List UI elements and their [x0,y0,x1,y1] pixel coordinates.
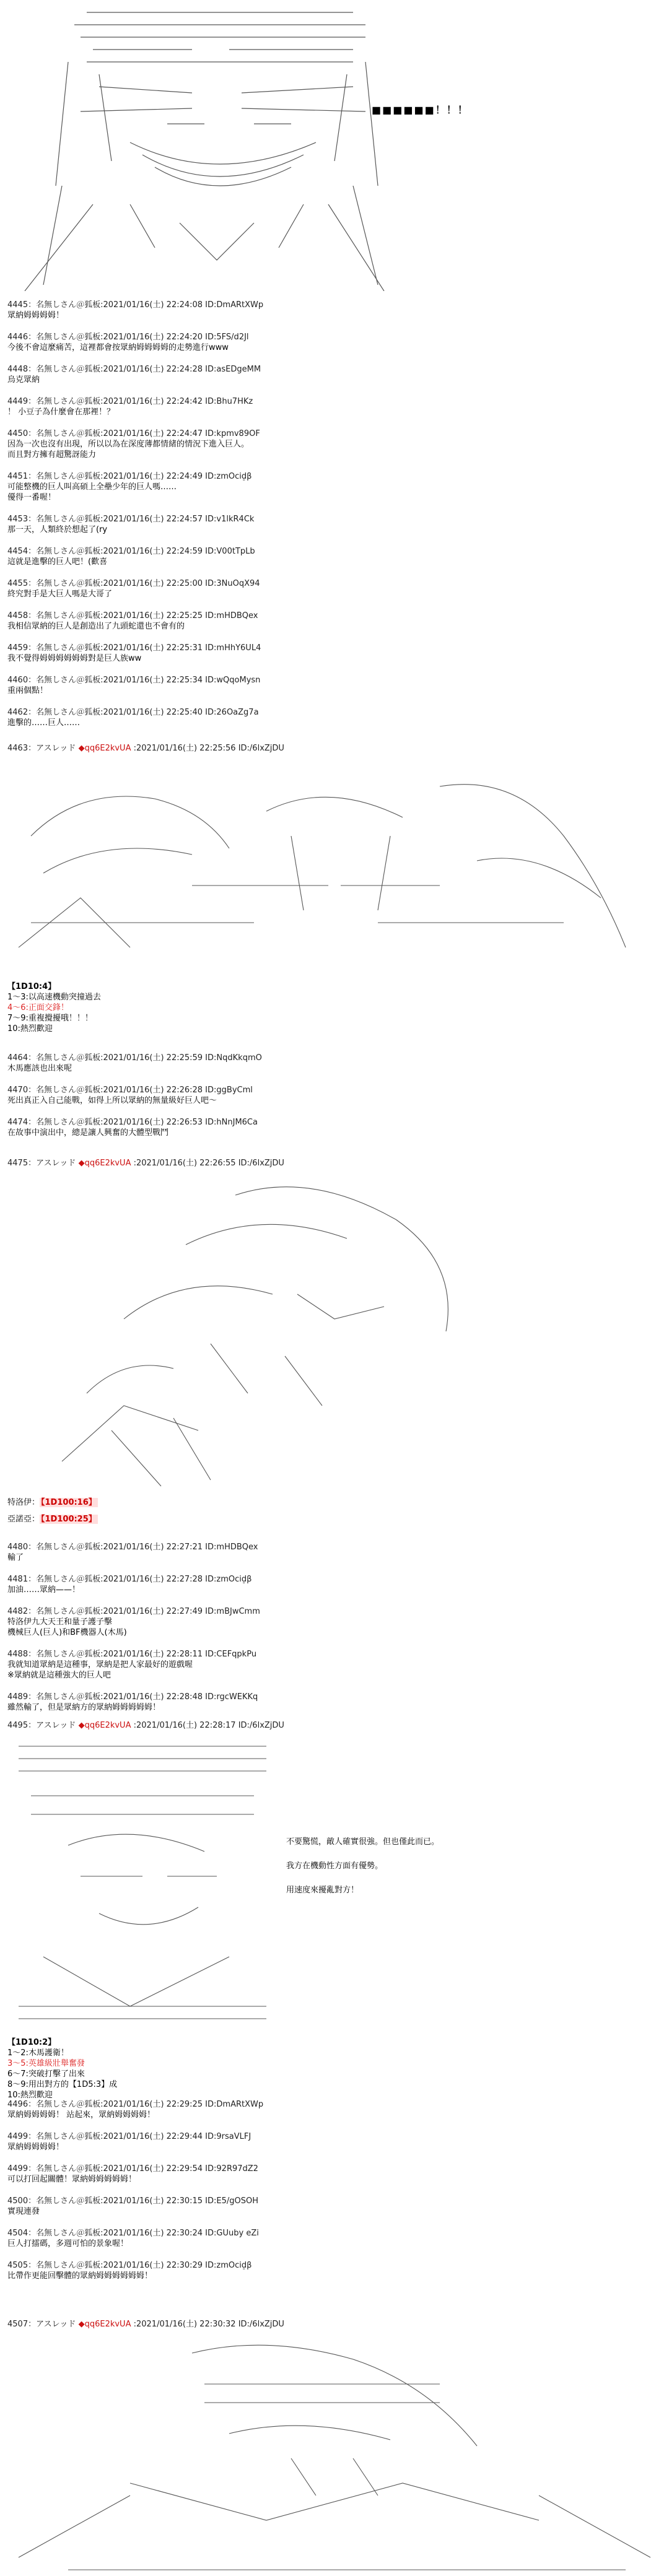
vote-option: 6～7:突破打擊了出來 [7,2069,85,2079]
post-header: 4453：名無しさん＠狐板:2021/01/16(土) 22:24:57 ID:v1lkR4Ck [7,515,255,524]
vote-option: 4～6:正面交鋒！ [7,1003,69,1012]
post-body: 我就知道眾納是這種事，眾納是把人家最好的遊戲喔 ※眾納就是這種強大的巨人吧 [7,1660,193,1680]
anchor-meta: :2021/01/16(土) 22:30:32 ID:/6lxZjDU [131,2320,284,2329]
speech-line: 用速度來擾亂對方！ [286,1886,359,1895]
post-header: 4449：名無しさん＠狐板:2021/01/16(土) 22:24:42 ID:Bhu7HKz [7,397,253,406]
post-header: 4455：名無しさん＠狐板:2021/01/16(土) 22:25:00 ID:3NuOqX94 [7,579,260,588]
anchor-post-2 [7,1158,284,1168]
dice-value: 【1D100:16】 [41,1498,97,1507]
post [7,707,259,728]
ascii-art-robot-lines [50,1170,471,1492]
post-body: 可能整機的巨人叫高碩上全壘少年的巨人嗎…… 優得一番喔！ [7,482,177,502]
speech-line: 不要驚慌，敵人確實很強。但也僅此而已。 [286,1837,440,1847]
post [7,364,261,385]
post-body: 巨人打擂碼，多週可怕的景象喔！ [7,2239,129,2248]
post-header: 4480：名無しさん＠狐板:2021/01/16(土) 22:27:21 ID:mHDBQex [7,1543,258,1552]
post [7,546,255,567]
post-header: 4462：名無しさん＠狐板:2021/01/16(土) 22:25:40 ID:26OaZg7a [7,708,259,717]
post-header: 4454：名無しさん＠狐板:2021/01/16(土) 22:24:59 ID:V00tTpLb [7,547,255,556]
anchor-post-3 [7,1720,284,1731]
post-body: 特洛伊九大天王和量子護子擊 機械巨人(巨人)和BF機器人(木馬) [7,1617,127,1637]
ascii-art-bottom-lines [6,2334,663,2573]
vote-option: 3～5:英雄級壯舉奮發 [7,2059,85,2068]
post-header: 4496：名無しさん＠狐板:2021/01/16(土) 22:29:25 ID:DmARtXWp [7,2100,264,2109]
post-header: 4448：名無しさん＠狐板:2021/01/16(土) 22:24:28 ID:asEDgeMM [7,365,261,374]
post [7,1085,253,1106]
vote-option: 7～9:重複攪擾哦！！！ [7,1014,93,1023]
post-body: 眾納姆姆姆姆！ [7,2143,64,2152]
anchor-header: 4475：アスレッド [7,1159,79,1168]
post-body: 輸了 [7,1553,24,1562]
vote-title: 【1D10:4】 [7,982,56,991]
post-body: 我相信眾納的巨人是創造出了九頭蛇還也不會有的 [7,622,185,631]
post [7,643,261,664]
post-body: 進擊的……巨人…… [7,718,81,728]
post [7,332,249,353]
vote-block-3 [7,2037,117,2100]
post [7,1692,258,1713]
post-body: ！ 小豆子為什麼會在那裡！？ [7,407,115,417]
post-header: 4481：名無しさん＠狐板:2021/01/16(土) 22:27:28 ID:zmOcid̠β [7,1575,252,1584]
ascii-art-face-lines [6,0,403,291]
ascii-art-battle-lines [6,762,663,966]
post-body: 可以打回起關體！眾納姆姆姆姆姆！ [7,2175,137,2184]
ascii-art-pilot-lines [6,1734,279,2025]
post-body: 比帶作更能回擊體的眾納姆姆姆姆姆姆！ [7,2271,153,2281]
post-body: 加油……眾納——！ [7,1585,81,1595]
post-header: 4464：名無しさん＠狐板:2021/01/16(土) 22:25:59 ID:NqdKkqmO [7,1053,262,1063]
post-header: 4474：名無しさん＠狐板:2021/01/16(土) 22:26:53 ID:hNnJM6Ca [7,1118,258,1127]
post [7,2164,258,2185]
post-body: 因為一次也沒有出現，所以以為在深度薄都情緒的情況下進入巨人。 而且對方擁有超驚訝能力 [7,440,250,459]
ascii-art-battle [6,762,663,966]
post-body: 烏克眾納 [7,375,40,385]
vote-option: 1～3:以高速機動突撞過去 [7,993,101,1002]
anchor-meta: :2021/01/16(土) 22:25:56 ID:/6lxZjDU [131,744,284,753]
speech-line: 我方在機動性方面有優勢。 [286,1861,383,1871]
anchor-post-4 [7,2319,284,2330]
post-header: 4482：名無しさん＠狐板:2021/01/16(土) 22:27:49 ID:mBJwCmm [7,1607,260,1616]
speech-block-3 [286,1836,439,1908]
post-header: 4505：名無しさん＠狐板:2021/01/16(土) 22:30:29 ID:zmOcid̠β [7,2261,252,2270]
post [7,1542,258,1563]
dice-row [7,1497,98,1508]
post-header: 4470：名無しさん＠狐板:2021/01/16(土) 22:26:28 ID:ggByCml [7,1086,253,1095]
post [7,578,260,599]
trip-code: ◆qq6E2kvUA [78,2320,131,2329]
post [7,2260,251,2281]
post-header: 4460：名無しさん＠狐板:2021/01/16(土) 22:25:34 ID:wQqoMysn [7,676,261,685]
vote-option: 1～2:木馬護衛！ [7,2048,69,2058]
top-art-tail-text: ■■■■■■！！！ [372,104,469,116]
post-header: 4451：名無しさん＠狐板:2021/01/16(土) 22:24:49 ID:zmOcid̠β [7,472,252,481]
post-body: 重兩個點！ [7,686,48,695]
post-header: 4504：名無しさん＠狐板:2021/01/16(土) 22:30:24 ID:GUuby eZi [7,2229,259,2238]
post-body: 木馬應該也出來呢 [7,1064,72,1073]
post [7,1649,256,1681]
anchor-header: 4463：アスレッド [7,744,79,753]
vote-block-1 [7,981,101,1034]
post [7,300,263,321]
post-header: 4446：名無しさん＠狐板:2021/01/16(土) 22:24:20 ID:5FS/d2Jl [7,333,249,342]
post [7,2131,251,2152]
post [7,611,258,632]
post [7,1606,260,1638]
dice-block-2 [7,1497,98,1531]
trip-code: ◆qq6E2kvUA [78,1721,131,1730]
post [7,2099,263,2120]
post [7,675,260,696]
post-header: 4489：名無しさん＠狐板:2021/01/16(土) 22:28:48 ID:rgcWEKKq [7,1692,258,1702]
post-header: 4459：名無しさん＠狐板:2021/01/16(土) 22:25:31 ID:mHhY6UL4 [7,643,261,653]
dice-row [7,1514,98,1525]
ascii-art-robot [50,1170,471,1492]
trip-code: ◆qq6E2kvUA [78,744,131,753]
post [7,2228,259,2249]
post-body: 我不覺得姆姆姆姆姆姆對是巨人族ww [7,654,142,663]
anchor-meta: :2021/01/16(土) 22:28:17 ID:/6lxZjDU [131,1721,284,1730]
vote-option: 8～9:用出對方的【1D5:3】成 [7,2080,118,2089]
post-header: 4488：名無しさん＠狐板:2021/01/16(土) 22:28:11 ID:CEFqpkPu [7,1650,257,1659]
dice-label: 亞諾亞： [7,1515,40,1524]
ascii-art-pilot [6,1734,279,2025]
vote-option: 10:熱烈歡迎 [7,1024,53,1033]
dice-value: 【1D100:25】 [41,1515,97,1524]
post-body: 眾納姆姆姆姆！ 站起來，眾納姆姆姆姆！ [7,2110,155,2120]
anchor-meta: :2021/01/16(土) 22:26:55 ID:/6lxZjDU [131,1159,284,1168]
post-body: 這就是進擊的巨人吧！(歡喜 [7,557,108,567]
post [7,2196,258,2217]
post [7,471,251,503]
dice-label: 特洛伊： [7,1498,40,1507]
post [7,429,260,460]
anchor-header: 4495：アスレッド [7,1721,79,1730]
post [7,514,254,535]
post-body: 終究對手是大巨人嗎是大哥了 [7,590,113,599]
ascii-art-bottom [6,2334,663,2573]
vote-option: 10:熱烈歡迎 [7,2091,53,2100]
post-body: 眾納姆姆姆姆！ [7,311,64,320]
top-art-tail [372,104,469,116]
trip-code: ◆qq6E2kvUA [78,1159,131,1168]
post-body: 今後不會這麼痛苦，這裡都會按眾納姆姆姆姆的走勢進行www [7,343,229,352]
post-body: 在故事中演出中，總是讓人興奮的大體型戰鬥 [7,1128,169,1138]
post-body: 實現連發 [7,2207,40,2216]
post-header: 4445：名無しさん＠狐板:2021/01/16(土) 22:24:08 ID:DmARtXWp [7,300,264,310]
post-body: 死出真正入自己能戰，如得上所以眾納的無量級好巨人吧～ [7,1096,217,1105]
post [7,396,253,417]
post-header: 4458：名無しさん＠狐板:2021/01/16(土) 22:25:25 ID:mHDBQex [7,611,258,620]
post-body: 那一天，人類終於想起了(ry [7,525,108,534]
post-header: 4500：名無しさん＠狐板:2021/01/16(土) 22:30:15 ID:E5/gOSOH [7,2196,259,2206]
post [7,1053,262,1074]
post [7,1574,251,1595]
post [7,1117,258,1138]
post-body: 雖然輸了，但是眾納方的眾納姆姆姆姆姆！ [7,1703,161,1712]
anchor-post-1 [7,743,284,754]
post-header: 4499：名無しさん＠狐板:2021/01/16(土) 22:29:44 ID:9rsaVLFJ [7,2132,251,2141]
vote-title: 【1D10:2】 [7,2038,56,2047]
ascii-art-face [6,0,403,291]
anchor-header: 4507：アスレッド [7,2320,79,2329]
post-header: 4450：名無しさん＠狐板:2021/01/16(土) 22:24:47 ID:kpmv89OF [7,429,260,438]
post-header: 4499：名無しさん＠狐板:2021/01/16(土) 22:29:54 ID:92R97dZ2 [7,2164,258,2174]
